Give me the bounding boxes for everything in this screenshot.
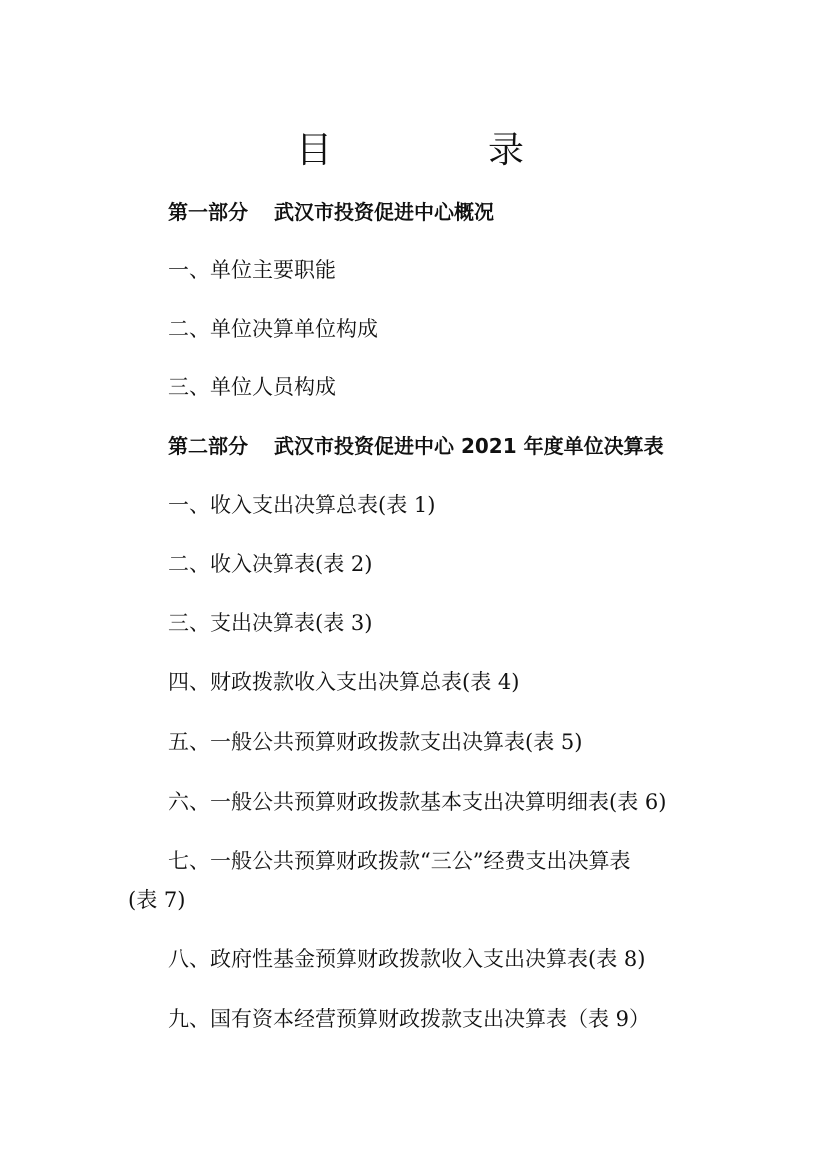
page-title: 目 录 <box>295 130 584 171</box>
toc-part-1-title: 武汉市投资促进中心概况 <box>274 200 494 224</box>
toc-item[interactable]: 三、支出决算表(表 3) <box>168 611 373 635</box>
toc-item[interactable]: 二、收入决算表(表 2) <box>168 552 373 576</box>
toc-part-1-heading[interactable] <box>168 198 494 226</box>
toc-item[interactable]: 七、一般公共预算财政拨款“三公”经费支出决算表 <box>168 849 631 873</box>
toc-item[interactable]: 一、收入支出决算总表(表 1) <box>168 493 436 517</box>
toc-part-1-label: 第一部分 <box>168 200 248 224</box>
toc-item[interactable]: 一、单位主要职能 <box>168 258 336 282</box>
toc-item[interactable]: 三、单位人员构成 <box>168 375 336 399</box>
toc-item[interactable]: 五、一般公共预算财政拨款支出决算表(表 5) <box>168 730 583 754</box>
toc-item[interactable]: 九、国有资本经营预算财政拨款支出决算表（表 9） <box>168 1007 651 1031</box>
toc-item-continuation[interactable]: (表 7) <box>128 888 186 912</box>
toc-part-2-heading[interactable] <box>168 432 664 460</box>
toc-item[interactable]: 四、财政拨款收入支出决算总表(表 4) <box>168 670 520 694</box>
toc-part-2-title: 武汉市投资促进中心 2021 年度单位决算表 <box>274 434 664 458</box>
toc-item[interactable]: 二、单位决算单位构成 <box>168 317 378 341</box>
toc-part-2-label: 第二部分 <box>168 434 248 458</box>
toc-item[interactable]: 六、一般公共预算财政拨款基本支出决算明细表(表 6) <box>168 790 667 814</box>
toc-item[interactable]: 八、政府性基金预算财政拨款收入支出决算表(表 8) <box>168 947 646 971</box>
